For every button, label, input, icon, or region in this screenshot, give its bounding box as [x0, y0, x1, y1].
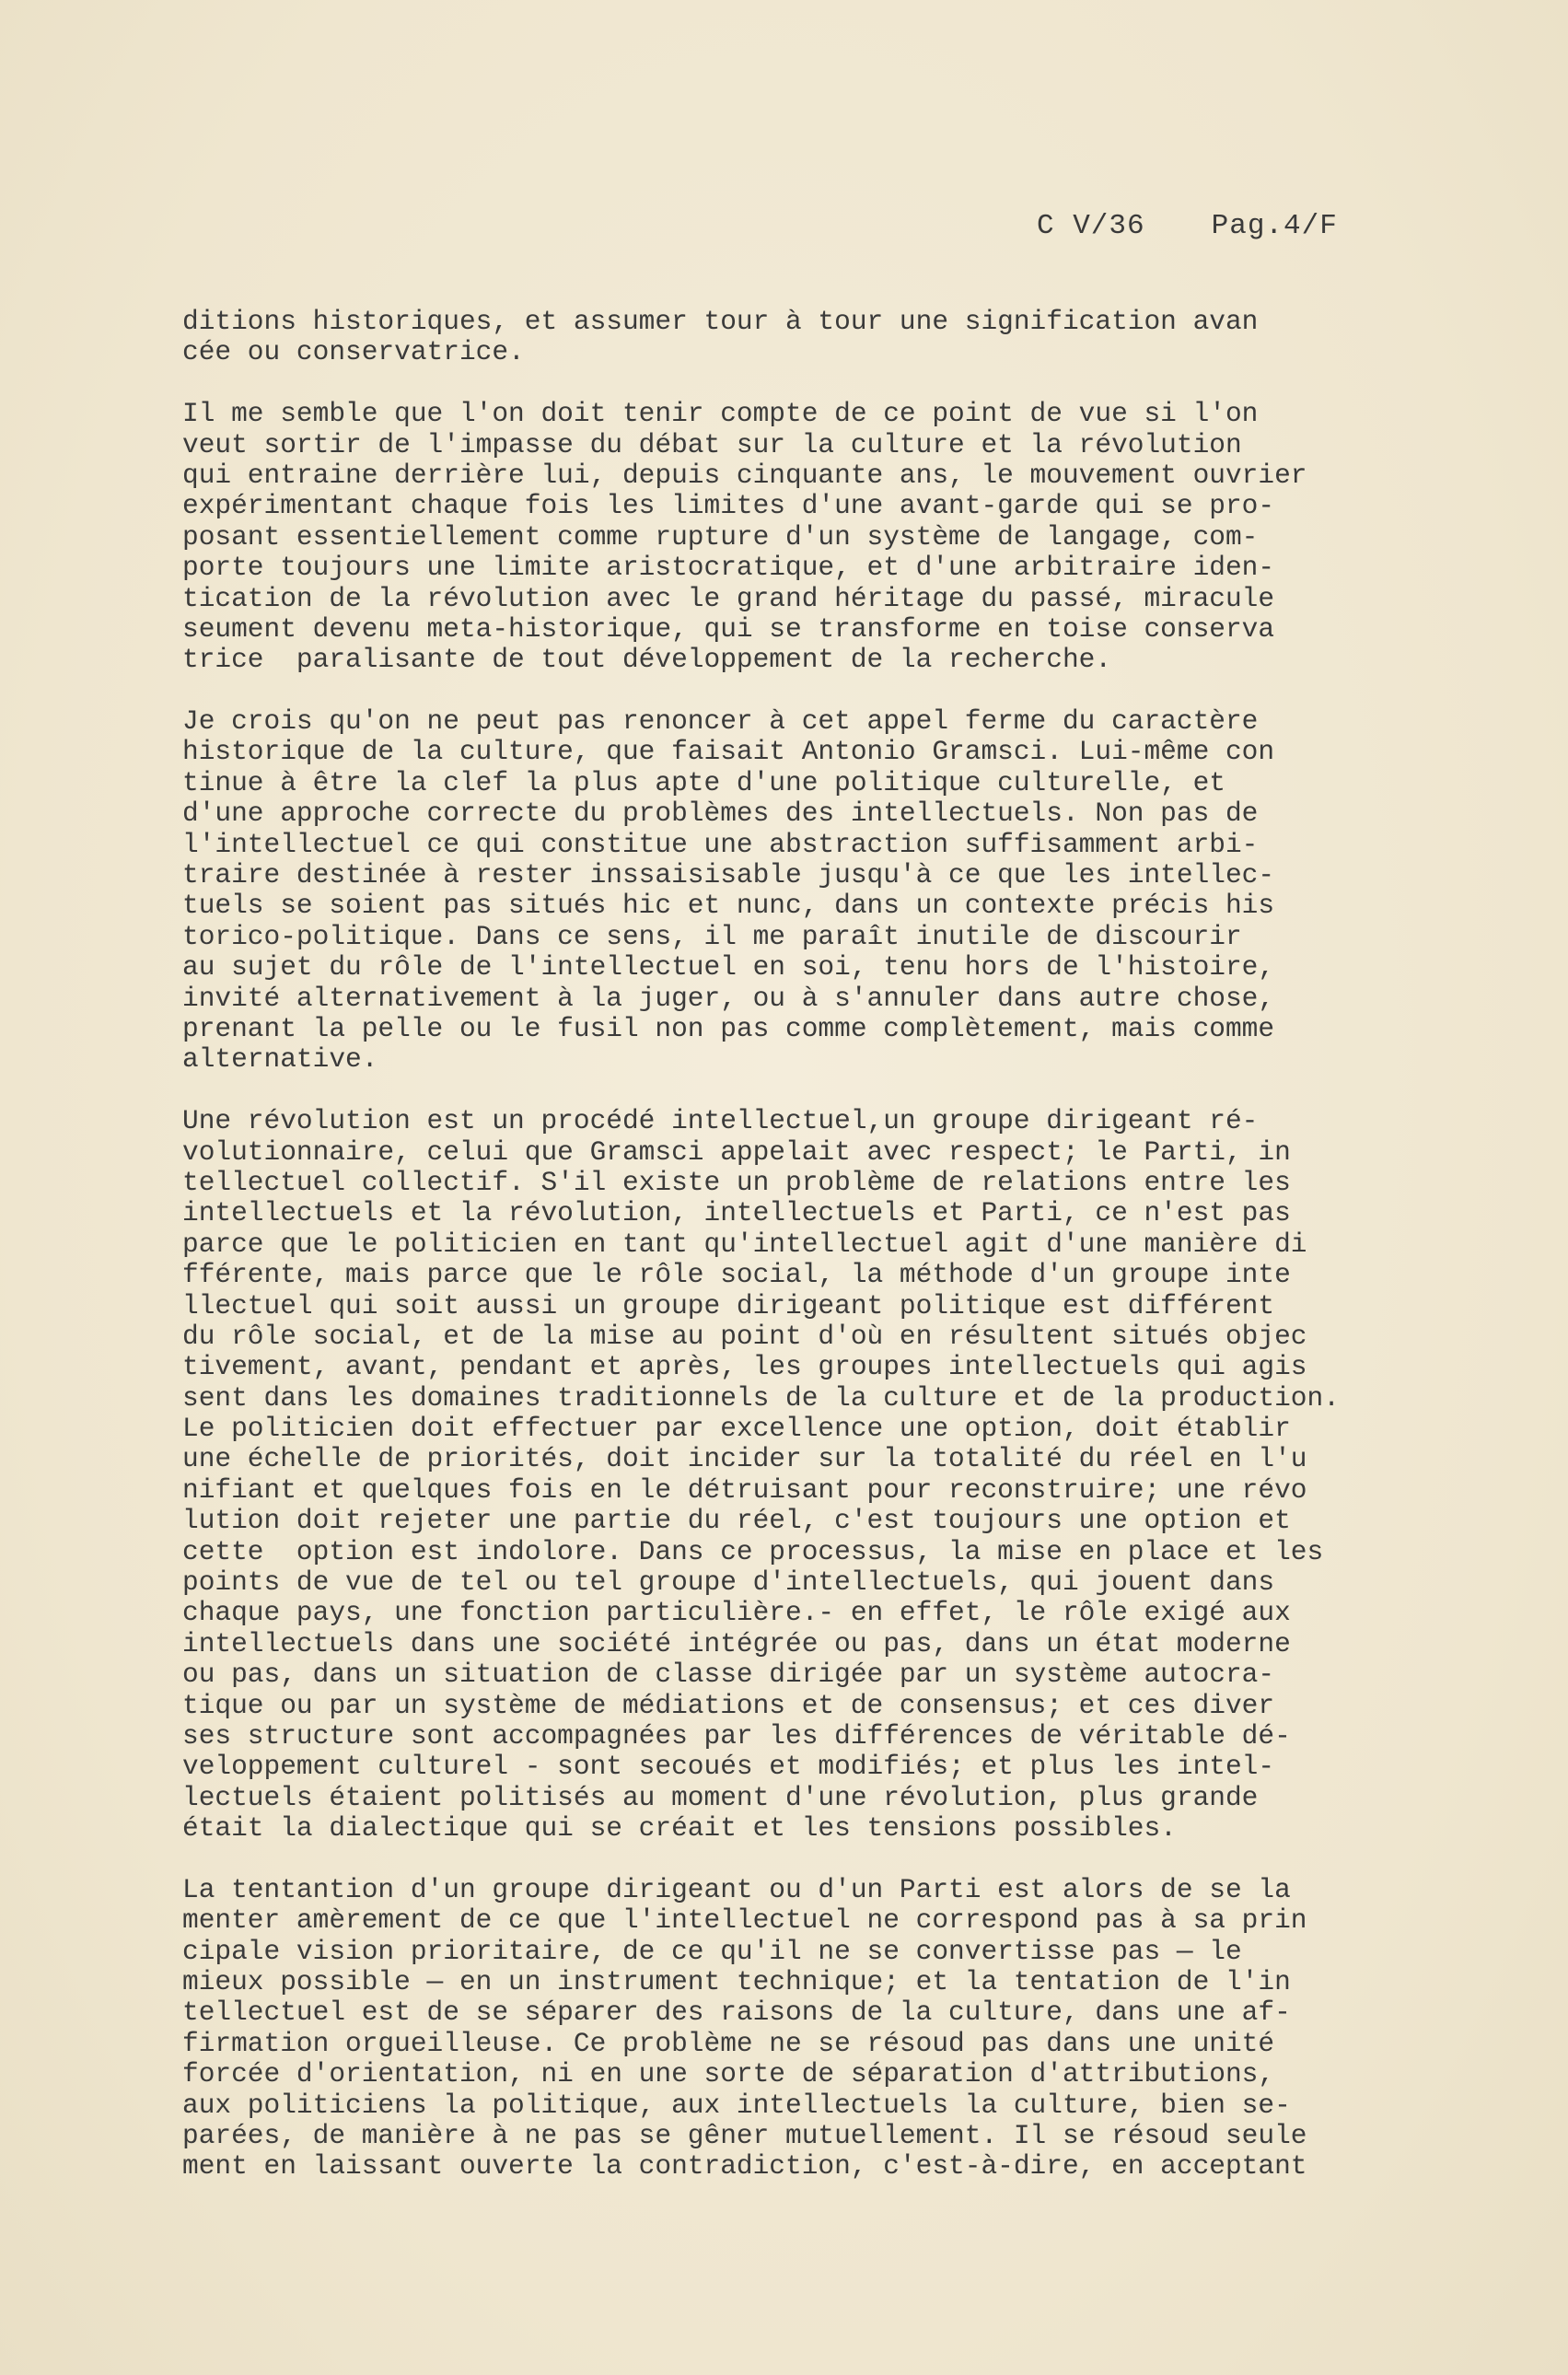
text-line: lution doit rejeter une partie du réel, c'est toujours une option et — [182, 1505, 1291, 1537]
text-line: du rôle social, et de la mise au point d'où en résultent situés objec — [182, 1320, 1307, 1352]
paragraph — [182, 1875, 1508, 2183]
paragraph — [182, 399, 1508, 676]
text-line: aux politiciens la politique, aux intellectuels la culture, bien se- — [182, 2089, 1291, 2121]
text-line: ment en laissant ouverte la contradiction, c'est-à-dire, en acceptant — [182, 2150, 1307, 2183]
text-line: parce que le politicien en tant qu'intellectuel agit d'une manière di — [182, 1228, 1307, 1260]
text-line: cée ou conservatrice. — [182, 336, 525, 368]
text-line: qui entraine derrière lui, depuis cinquante ans, le mouvement ouvrier — [182, 459, 1307, 491]
text-line: au sujet du rôle de l'intellectuel en soi, tenu hors de l'histoire, — [182, 951, 1275, 984]
text-line: La tentantion d'un groupe dirigeant ou d'un Parti est alors de se la — [182, 1873, 1291, 1905]
text-line: ditions historiques, et assumer tour à tour une signification avan — [182, 306, 1259, 337]
text-line: alternative. — [182, 1043, 378, 1076]
text-line: Je crois qu'on ne peut pas renoncer à cet appel ferme du caractère — [182, 705, 1259, 738]
text-line: sent dans les domaines traditionnels de la culture et de la production. — [182, 1381, 1340, 1414]
text-line: points de vue de tel ou tel groupe d'intellectuels, qui jouent dans — [182, 1566, 1275, 1599]
text-line: cipale vision prioritaire, de ce qu'il ne se convertisse pas — le — [182, 1935, 1242, 1967]
text-line: fférente, mais parce que le rôle social, la méthode d'un groupe inte — [182, 1259, 1291, 1291]
text-line: trice paralisante de tout développement de la recherche. — [182, 644, 1112, 676]
text-line: intellectuels dans une société intégrée ou pas, dans un état moderne — [182, 1627, 1291, 1659]
text-line: chaque pays, une fonction particulière.- en effet, le rôle exigé aux — [182, 1597, 1291, 1629]
text-line: tuels se soient pas situés hic et nunc, dans un contexte précis his — [182, 890, 1275, 922]
document-reference: C V/36 — [1037, 210, 1145, 242]
text-line: historique de la culture, que faisait Antonio Gramsci. Lui-même con — [182, 736, 1275, 768]
text-line: expérimentant chaque fois les limites d'une avant-garde qui se pro- — [182, 490, 1275, 522]
text-line: tication de la révolution avec le grand héritage du passé, miracule — [182, 582, 1275, 614]
text-line: intellectuels et la révolution, intellectuels et Parti, ce n'est pas — [182, 1197, 1291, 1229]
text-line: volutionnaire, celui que Gramsci appelait avec respect; le Parti, in — [182, 1135, 1291, 1168]
text-line: posant essentiellement comme rupture d'un système de langage, com- — [182, 520, 1259, 553]
text-line: une échelle de priorités, doit incider sur la totalité du réel en l'u — [182, 1443, 1307, 1475]
text-line: tellectuel collectif. S'il existe un problème de relations entre les — [182, 1166, 1291, 1198]
text-line: Il me semble que l'on doit tenir compte de ce point de vue si l'on — [182, 398, 1259, 430]
text-line: tellectuel est de se séparer des raisons de la culture, dans une af- — [182, 1997, 1291, 2029]
text-line: veut sortir de l'impasse du débat sur la culture et la révolution — [182, 428, 1242, 460]
text-line: invité alternativement à la juger, ou à s'annuler dans autre chose, — [182, 982, 1275, 1014]
text-line: tivement, avant, pendant et après, les groupes intellectuels qui agis — [182, 1351, 1307, 1383]
text-line: ses structure sont accompagnées par les différences de véritable dé- — [182, 1719, 1291, 1752]
paragraph — [182, 706, 1508, 1076]
text-line: forcée d'orientation, ni en une sorte de séparation d'attributions, — [182, 2058, 1275, 2090]
text-line: d'une approche correcte du problèmes des intellectuels. Non pas de — [182, 797, 1259, 830]
text-line: firmation orgueilleuse. Ce problème ne se résoud pas dans une unité — [182, 2027, 1275, 2059]
text-line: mieux possible — en un instrument technique; et la tentation de l'in — [182, 1966, 1291, 1998]
text-line: parées, de manière à ne pas se gêner mutuellement. Il se résoud seule — [182, 2120, 1307, 2152]
text-line: nifiant et quelques fois en le détruisant pour reconstruire; une révo — [182, 1473, 1307, 1506]
page-header — [1037, 210, 1338, 242]
text-line: Une révolution est un procédé intellectuel,un groupe dirigeant ré- — [182, 1105, 1259, 1137]
text-line: menter amèrement de ce que l'intellectuel ne correspond pas à sa prin — [182, 1904, 1307, 1937]
text-line: ou pas, dans un situation de classe dirigée par un système autocra- — [182, 1659, 1275, 1691]
text-line: prenant la pelle ou le fusil non pas comme complètement, mais comme — [182, 1012, 1275, 1044]
text-line: torico-politique. Dans ce sens, il me paraît inutile de discourir — [182, 920, 1242, 952]
text-line: traire destinée à rester inssaisisable jusqu'à ce que les intellec- — [182, 859, 1275, 891]
document-body — [182, 307, 1508, 2213]
text-line: était la dialectique qui se créait et les tensions possibles. — [182, 1812, 1177, 1845]
text-line: tique ou par un système de médiations et de consensus; et ces diver — [182, 1689, 1275, 1721]
text-line: tinue à être la clef la plus apte d'une politique culturelle, et — [182, 766, 1225, 798]
text-line: lectuels étaient politisés au moment d'une révolution, plus grande — [182, 1781, 1259, 1813]
text-line: seument devenu meta-historique, qui se transforme en toise conserva — [182, 612, 1275, 645]
paragraph — [182, 307, 1508, 368]
text-line: l'intellectuel ce qui constitue une abstraction suffisamment arbi- — [182, 828, 1259, 860]
text-line: veloppement culturel - sont secoués et modifiés; et plus les intel- — [182, 1751, 1275, 1783]
text-line: porte toujours une limite aristocratique, et d'une arbitraire iden- — [182, 552, 1275, 584]
text-line: Le politicien doit effectuer par excellence une option, doit établir — [182, 1413, 1291, 1445]
paragraph — [182, 1106, 1508, 1844]
page-number: Pag.4/F — [1211, 210, 1338, 242]
text-line: cette option est indolore. Dans ce processus, la mise en place et les — [182, 1535, 1324, 1567]
text-line: llectuel qui soit aussi un groupe dirigeant politique est différent — [182, 1289, 1275, 1321]
